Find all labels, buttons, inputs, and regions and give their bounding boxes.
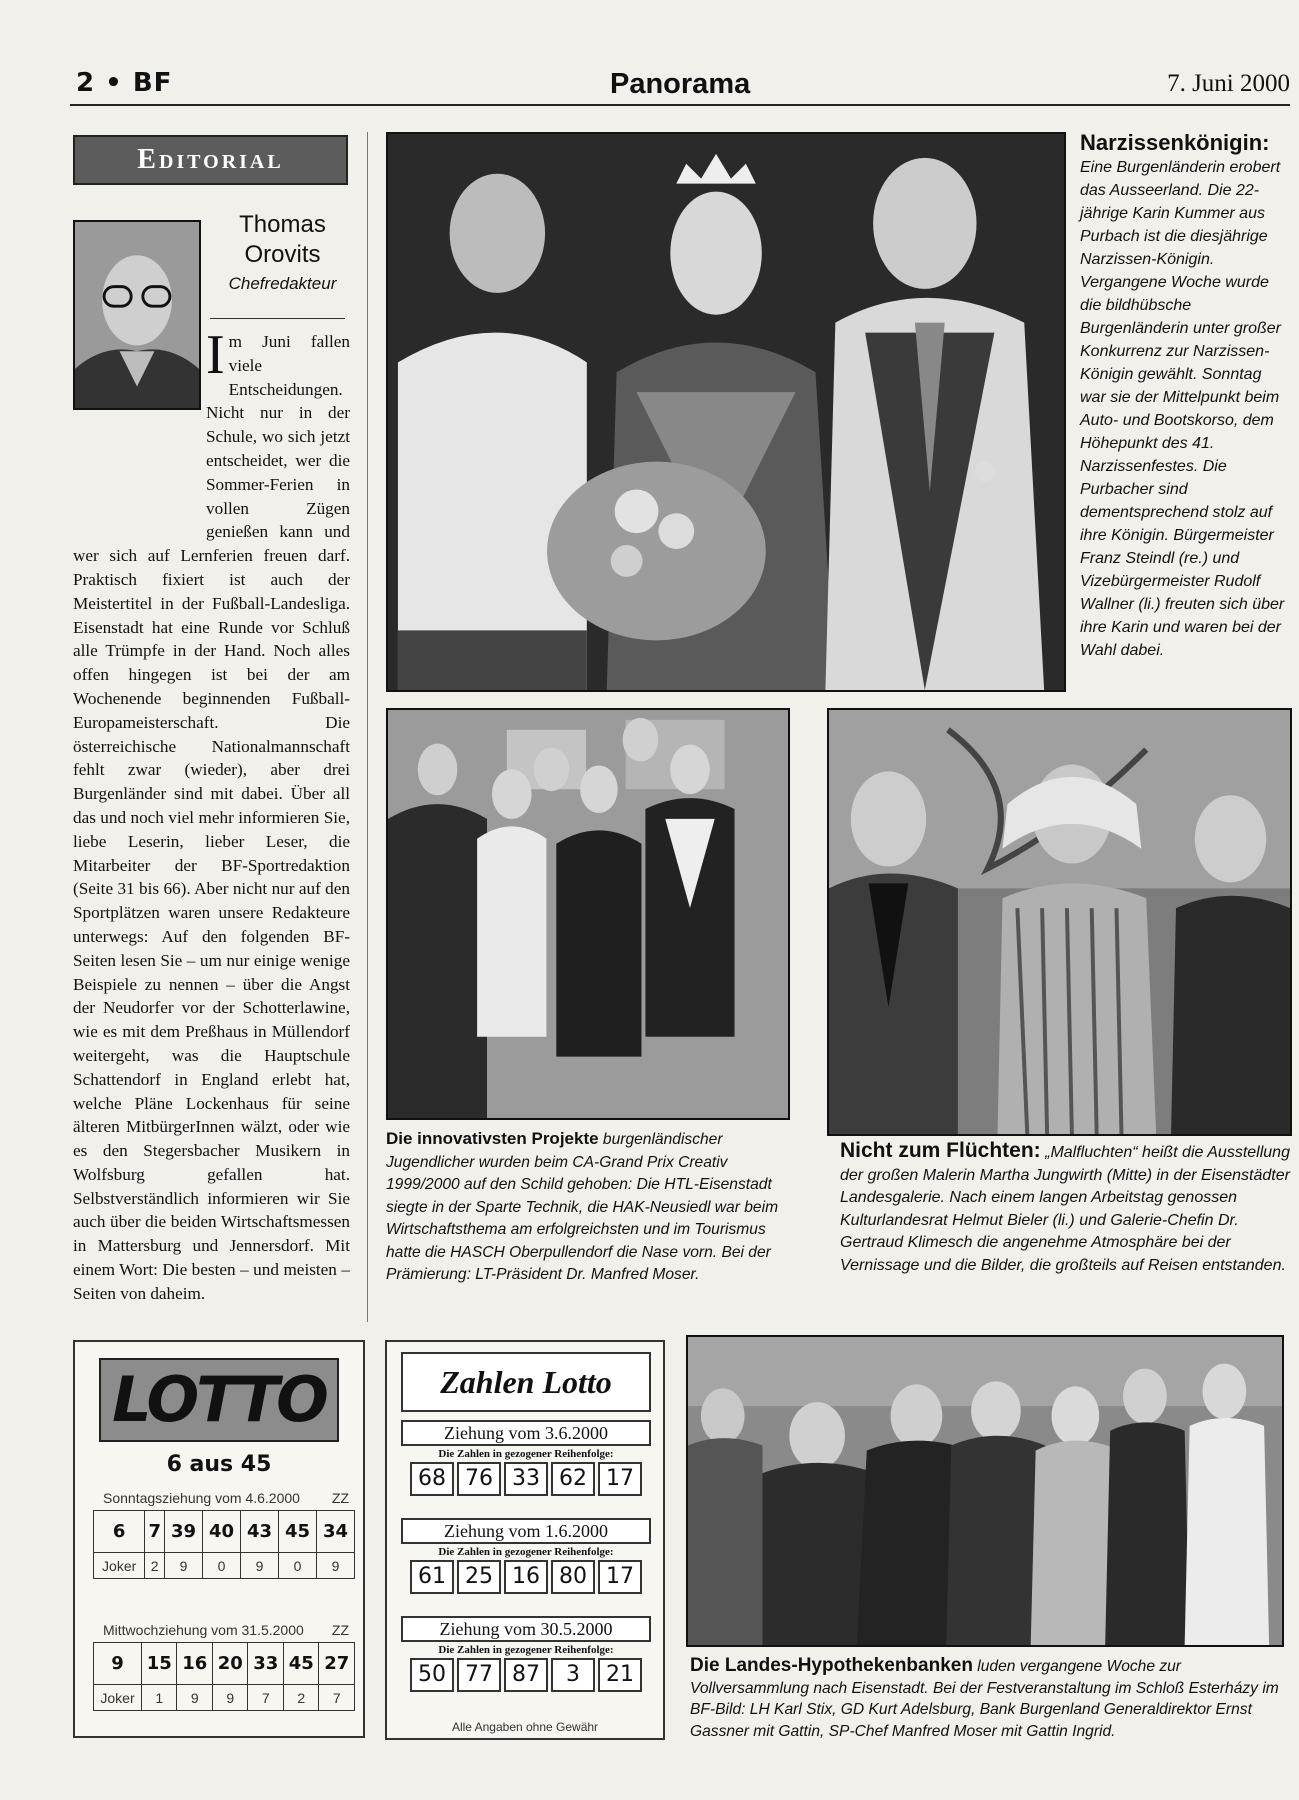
sunday-draw-label: Sonntagsziehung vom 4.6.2000 ZZ xyxy=(103,1490,349,1506)
editorial-text: m Juni fallen viele Entscheidungen. Nicht nur in der Schule, wo sich jetzt entscheidet, wer die Sommer-Ferien in vollen Zügen genießen kann und wer sich auf Lernferien freuen darf. Praktisch fixiert ist auch der Meistertitel in der Fußball-Landesliga. Eisenstadt hat eine Runde vor Schluß alle Trümpfe in der Hand. Noch alles offen hingegen ist bei der am Wochenende beginnenden Fußball-Europameisterschaft. Die österreichische Nationalmannschaft fehlt zwar (wieder), aber drei Burgenländer sind mit dabei. Über all das und noch viel mehr informieren Sie, liebe Leserin, lieber Leser, die Mitarbeiter der BF-Sportredaktion (Seite 31 bis 66). Aber nicht nur auf den Sportplätzen waren unsere Redakteure unterwegs: Auf den folgenden BF-Seiten lesen Sie – um nur einige wenige Beispiele zu nennen – über die Angst der Neudorfer vor der Schotterlawine, wie es mit dem Preßhaus in Müllendorf weitergeht, was die Hauptschule Schattendorf in England erlebt hat, welche Pläne Lockenhaus für seine älteren MitbürgerInnen wälzt, oder wie es den Stegersbacher Musikern in Wolfsburg gefallen hat. Selbstverständlich informieren wir Sie auch über die beiden Wirtschaftsmessen in Mattersburg und Jennersdorf. Mit einem Wort: Die besten – und meisten – Seiten von daheim. xyxy=(73,332,350,1303)
innovation-text: burgenländischer Jugendlicher wurden beim CA-Grand Prix Creativ 1999/2000 auf den Schild gehoben: Die HTL-Eisenstadt siegte in der Sparte Technik, die HAK-Neusiedl war beim Wirtschaftsthema am erfolgreichsten und im Tourismus hatte die HASCH Oberpullendorf die Nase vorn. Bei der Prämierung: LT-Präsident Dr. Manfred Moser. xyxy=(386,1131,779,1283)
author-role: Chefredakteur xyxy=(228,274,337,293)
bank-assembly-text: luden vergangene Woche zur Vollversammlung nach Eisenstadt. Bei der Festveranstaltung im Schloß Esterházy im BF-Bild: LH Karl Stix, GD Kurt Adelsburg, Bank Burgenland Generaldirektor Ernst Gassner mit Gattin, SP-Chef Manfred Moser mit Gattin Ingrid. xyxy=(690,1658,1279,1740)
innovation-headline: Die innovativsten Projekte xyxy=(386,1129,599,1148)
innovation-photo xyxy=(386,708,790,1120)
narzissen-headline: Narzissenkönigin: xyxy=(1080,130,1270,155)
wednesday-draw-table xyxy=(93,1642,355,1711)
lotto-subtitle: 6 aus 45 xyxy=(166,1452,272,1477)
author-last-name: Orovits xyxy=(244,241,321,268)
editorial-body xyxy=(73,324,350,1310)
sunday-draw-table xyxy=(93,1510,355,1579)
author-first-name: Thomas xyxy=(239,211,326,238)
zahlenlotto-logo: Zahlen Lotto xyxy=(401,1352,651,1412)
sunday-numbers: 6 7 39 40 43 45 34 xyxy=(94,1511,355,1553)
bank-assembly-caption xyxy=(690,1655,1290,1742)
page-number: 2 • BF xyxy=(76,68,173,98)
zahlenlotto-draw-3: Ziehung vom 30.5.2000 Die Zahlen in gezogener Reihenfolge: 50 77 87 3 21 xyxy=(401,1616,651,1692)
narzissen-caption xyxy=(1080,130,1290,662)
exhibition-photo xyxy=(827,708,1292,1136)
author-name xyxy=(210,210,355,270)
exhibition-text: „Malfluchten“ heißt die Ausstellung der großen Malerin Martha Jungwirth (Mitte) in der Eisenstädter Landesgalerie. Nach einem langen Arbeitstag genossen Kulturlandesrat Helmut Bieler (li.) und Galerie-Chefin Dr. Gertraud Klimesch die angenehme Atmosphäre bei der Vernissage und die Bilder, die großteils auf Reisen entstanden. xyxy=(840,1144,1290,1274)
lotto-logo: LOTTO xyxy=(99,1358,339,1442)
zahlenlotto-box xyxy=(385,1340,665,1740)
author-divider xyxy=(210,318,345,319)
dropcap: I xyxy=(206,324,225,386)
narzissen-text: Eine Burgenländerin erobert das Ausseerland. Die 22-jährige Karin Kummer aus Purbach ist die diesjährige Narzissen-Königin. Vergangene Woche wurde die bildhübsche Burgenländerin unter großer Konkurrenz zur Narzissen-Königin gewählt. Sonntag war sie der Mittelpunkt beim Auto- und Bootskorso, dem Höhepunkt des 41. Narzissenfestes. Die Purbacher sind dementsprechend stolz auf ihre Königin. Bürgermeister Franz Steindl (re.) und Vizebürgermeister Rudolf Wallner (li.) freuten sich über ihre Karin und waren bei der Wahl dabei. xyxy=(1080,159,1285,659)
narzissen-photo xyxy=(386,132,1066,692)
column-divider xyxy=(367,132,368,1322)
wednesday-joker: Joker 1 9 9 7 2 7 xyxy=(94,1685,355,1711)
exhibition-headline: Nicht zum Flüchten: xyxy=(840,1139,1041,1162)
zahlenlotto-disclaimer: Alle Angaben ohne Gewähr xyxy=(451,1720,599,1734)
editorial-banner: Editorial xyxy=(73,135,348,185)
innovation-caption xyxy=(386,1128,790,1287)
sunday-joker: Joker 2 9 0 9 0 9 xyxy=(94,1553,355,1579)
zahlenlotto-draw-2: Ziehung vom 1.6.2000 Die Zahlen in gezogener Reihenfolge: 61 25 16 80 17 xyxy=(401,1518,651,1594)
zahlenlotto-draw-1: Ziehung vom 3.6.2000 Die Zahlen in gezogener Reihenfolge: 68 76 33 62 17 xyxy=(401,1420,651,1496)
bank-assembly-headline: Die Landes-Hypothekenbanken xyxy=(690,1655,973,1676)
lotto-results-box xyxy=(73,1340,365,1738)
wednesday-draw-label: Mittwochziehung vom 31.5.2000 ZZ xyxy=(103,1622,349,1638)
exhibition-caption xyxy=(840,1140,1290,1277)
section-title: Panorama xyxy=(610,68,751,100)
bank-assembly-photo xyxy=(686,1335,1284,1647)
wednesday-numbers: 9 15 16 20 33 45 27 xyxy=(94,1643,355,1685)
issue-date: 7. Juni 2000 xyxy=(1167,70,1290,97)
page-header xyxy=(70,66,1290,106)
